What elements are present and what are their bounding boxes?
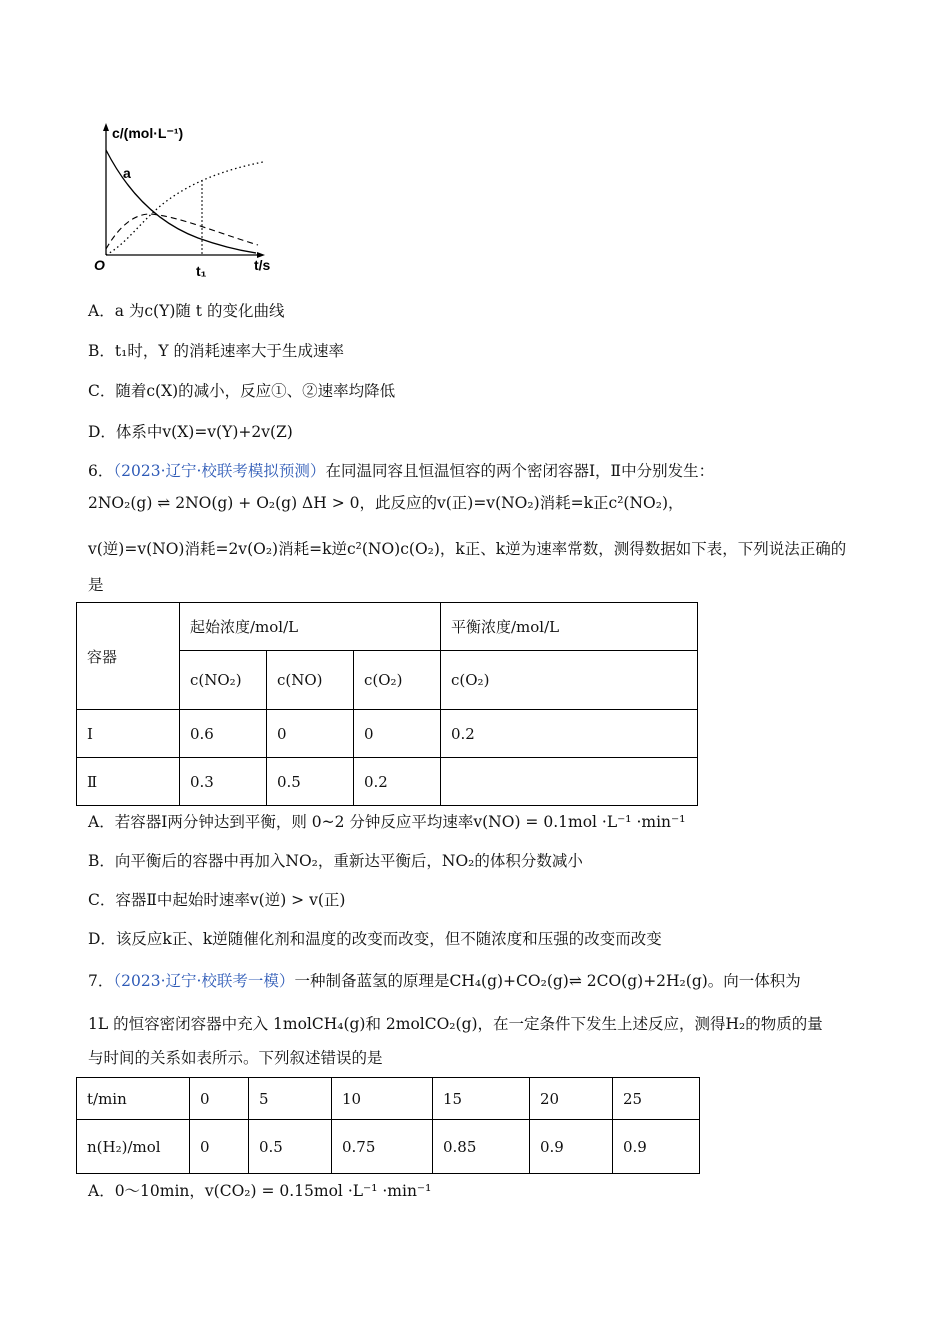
q7-number: 7． [88, 972, 114, 990]
origin-label: O [94, 257, 105, 273]
header-eq-conc: 平衡浓度/mol/L [441, 603, 698, 651]
q6-number: 6． [88, 462, 114, 480]
q6-stem-end: 是 [88, 576, 104, 594]
table-row [77, 758, 698, 806]
q6-data-table [76, 602, 698, 806]
table-row [77, 1078, 700, 1120]
q6-rate-expression: v(逆)=v(NO)消耗=2v(O₂)消耗=k逆c²(NO)c(O₂)，k正、k逆为速率常数，测得数据如下表，下列说法正确的 [88, 540, 847, 558]
cell: 10 [332, 1078, 433, 1120]
cell: 15 [433, 1078, 530, 1120]
cell [441, 758, 698, 806]
cell: 0 [354, 710, 441, 758]
cell: 0.3 [180, 758, 267, 806]
q7-stem-text: 一种制备蓝氢的原理是CH₄(g)+CO₂(g)⇌ 2CO(g)+2H₂(g)。向一体积为 [294, 972, 801, 990]
q6-option-c: C．容器Ⅱ中起始时速率v(逆) > v(正) [88, 891, 346, 909]
cell: 0.5 [267, 758, 354, 806]
q5-option-b: B．t₁时，Y 的消耗速率大于生成速率 [88, 342, 344, 360]
curve-a-label: a [123, 165, 131, 181]
q6-option-b: B．向平衡后的容器中再加入NO₂，重新达平衡后，NO₂的体积分数减小 [88, 852, 583, 870]
cell: t/min [77, 1078, 190, 1120]
cell: 25 [613, 1078, 700, 1120]
y-axis-label: c/(mol·L⁻¹) [112, 125, 184, 141]
q5-option-a: A．a 为c(Y)随 t 的变化曲线 [88, 302, 285, 320]
q7-data-table [76, 1077, 700, 1174]
header-container: 容器 [77, 603, 180, 710]
cell: 0 [267, 710, 354, 758]
q7-option-a: A．0～10min，v(CO₂) = 0.15mol ·L⁻¹ ·min⁻¹ [88, 1182, 432, 1200]
q6-equation: 2NO₂(g) ⇌ 2NO(g) + O₂(g) ΔH > 0，此反应的v(正)=v(NO₂)消耗=k正c²(NO₂)， [88, 494, 684, 512]
concentration-time-chart [88, 118, 298, 283]
t1-label: t₁ [196, 263, 207, 279]
cell: 0.9 [613, 1120, 700, 1174]
cell: Ⅰ [77, 710, 180, 758]
q5-option-d: D．体系中v(X)=v(Y)+2v(Z) [88, 423, 293, 441]
cell: Ⅱ [77, 758, 180, 806]
cell: 0.6 [180, 710, 267, 758]
q6-stem [88, 460, 714, 482]
table-row [77, 710, 698, 758]
cell: 0.9 [530, 1120, 613, 1174]
cell: 0 [190, 1120, 249, 1174]
cell: 0 [190, 1078, 249, 1120]
q6-source: （2023·辽宁·校联考模拟预测） [113, 462, 326, 480]
subheader-c-no2: c(NO₂) [180, 651, 267, 710]
q7-stem-line2: 1L 的恒容密闭容器中充入 1molCH₄(g)和 2molCO₂(g)，在一定条件下发生上述反应，测得H₂的物质的量 [88, 1015, 823, 1033]
q7-stem [88, 970, 801, 992]
cell: 0.2 [354, 758, 441, 806]
q7-stem-line3: 与时间的关系如表所示。下列叙述错误的是 [88, 1049, 383, 1067]
q7-source: （2023·辽宁·校联考一模） [113, 972, 295, 990]
cell: 5 [249, 1078, 332, 1120]
cell: 0.2 [441, 710, 698, 758]
q6-option-d: D．该反应k正、k逆随催化剂和温度的改变而改变，但不随浓度和压强的改变而改变 [88, 930, 662, 948]
cell: n(H₂)/mol [77, 1120, 190, 1174]
subheader-c-o2-eq: c(O₂) [441, 651, 698, 710]
q6-option-a: A．若容器Ⅰ两分钟达到平衡，则 0~2 分钟反应平均速率v(NO) = 0.1mol ·L⁻¹ ·min⁻¹ [88, 813, 686, 831]
q5-option-c: C．随着c(X)的减小，反应①、②速率均降低 [88, 382, 396, 400]
y-axis-arrow [103, 123, 109, 131]
subheader-c-no: c(NO) [267, 651, 354, 710]
table-row [77, 1120, 700, 1174]
cell: 0.75 [332, 1120, 433, 1174]
cell: 20 [530, 1078, 613, 1120]
header-start-conc: 起始浓度/mol/L [180, 603, 441, 651]
subheader-c-o2: c(O₂) [354, 651, 441, 710]
cell: 0.85 [433, 1120, 530, 1174]
cell: 0.5 [249, 1120, 332, 1174]
q6-stem-text: 在同温同容且恒温恒容的两个密闭容器Ⅰ，Ⅱ中分别发生： [325, 462, 715, 480]
x-axis-label: t/s [254, 257, 271, 273]
